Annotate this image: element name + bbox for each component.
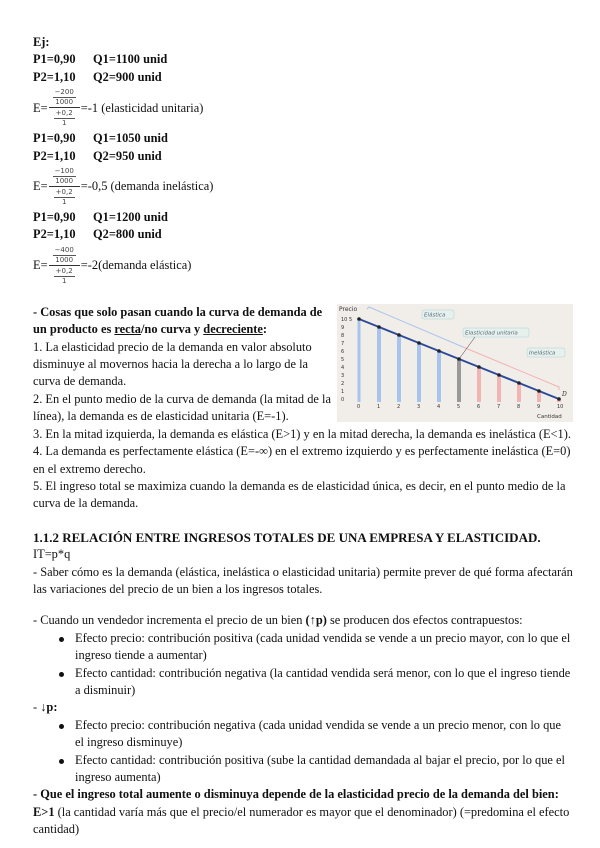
data-point <box>397 333 401 337</box>
numerator-bottom: 1000 <box>55 255 74 264</box>
section-heading: 1.1.2 RELACIÓN ENTRE INGRESOS TOTALES DE UNA EMPRESA Y ELASTICIDAD. <box>33 529 541 545</box>
numerator-top: −100 <box>54 167 74 176</box>
elasticity-equation <box>33 165 573 209</box>
numerator-top: −400 <box>54 245 74 254</box>
p1: P1=0,90 <box>33 210 76 225</box>
list-item: Efecto cantidad: contribución negativa (la cantidad vendida será menor, con lo que el ingreso tiende a disminuir) <box>75 665 573 700</box>
p2: P2=1,10 <box>33 148 76 163</box>
price-decrease-list <box>33 717 573 787</box>
examples-block <box>33 34 573 288</box>
denominator-bottom: 1 <box>61 198 67 207</box>
list-item: Efecto precio: contribución positiva (cada unidad vendida se vende a un precio mayor, con lo que el ingreso tiende a aumentar) <box>75 630 573 665</box>
data-point <box>417 341 421 345</box>
data-point <box>477 365 481 369</box>
price-decrease-line: - ↓p: <box>33 700 58 715</box>
x-tick-label: 8 <box>517 403 521 410</box>
list-item: Efecto cantidad: contribución positiva (sube la cantidad demandada al bajar el precio, por lo que el ingreso aumenta) <box>75 752 573 787</box>
x-tick-label: 10 <box>557 403 564 410</box>
depends-statement: - Que el ingreso total aumente o disminuya depende de la elasticidad precio de la demanda del bien: <box>33 787 559 802</box>
price-increase-list <box>33 630 573 700</box>
point-4: 4. La demanda es perfectamente elástica (E=-∞) en el extremo izquierdo y es perfectamente inelástica (E=0) en el extremo derecho. <box>33 444 571 476</box>
x-tick-label: 5 <box>457 403 461 410</box>
e-label: E= <box>33 258 48 273</box>
y-tick-label: 5 <box>341 356 345 363</box>
q1: Q1=1050 unid <box>93 131 168 146</box>
x-tick-label: 7 <box>497 403 501 410</box>
data-point <box>557 397 561 401</box>
fraction <box>49 88 80 128</box>
bar-1 <box>377 327 381 402</box>
data-point <box>537 389 541 393</box>
q1: Q1=1100 unid <box>93 52 168 67</box>
y-tick-label: 3 <box>341 372 345 379</box>
denominator-top: +0,2 <box>55 266 73 275</box>
x-tick-label: 3 <box>417 403 421 410</box>
data-point <box>497 373 501 377</box>
elastic-case: E>1 (la cantidad varía más que el precio/el numerador es mayor que el denominador) (=predomina el efecto cantidad) <box>33 804 570 837</box>
intro-paragraph: - Saber cómo es la demanda (elástica, inelástica o elasticidad unitaria) permite prever de qué forma afectarán las variaciones del precio de un bien a los ingresos totales. <box>33 564 573 596</box>
example <box>33 130 573 209</box>
y-axis-label: Precio <box>339 305 358 313</box>
y-tick-label: 0 <box>341 396 345 403</box>
demand-elasticity-chart <box>337 304 573 422</box>
y-tick-label: 10 5 <box>341 316 353 323</box>
point-5: 5. El ingreso total se maximiza cuando la demanda es de elasticidad única, es decir, en el punto medio de la curva de la demanda. <box>33 478 566 511</box>
denominator-bottom: 1 <box>61 276 67 285</box>
x-tick-label: 2 <box>397 403 401 410</box>
y-tick-label: 1 <box>341 388 345 395</box>
bar-0 <box>358 319 361 402</box>
x-tick-label: 9 <box>537 403 541 410</box>
fraction <box>49 167 80 207</box>
e-label: E= <box>33 100 48 115</box>
q2: Q2=800 unid <box>93 227 162 242</box>
numerator-bottom: 1000 <box>55 98 74 107</box>
bar-8 <box>517 383 521 402</box>
p2: P2=1,10 <box>33 227 76 242</box>
unit-elastic-label: Elasticidad unitaria <box>465 330 518 337</box>
bar-6 <box>477 367 481 402</box>
p2: P2=1,10 <box>33 69 76 84</box>
p1: P1=0,90 <box>33 52 76 67</box>
elasticity-equation <box>33 244 573 288</box>
x-tick-label: 0 <box>357 403 361 410</box>
elasticity-result: =-1 (elasticidad unitaria) <box>80 100 204 115</box>
q1: Q1=1200 unid <box>93 210 168 225</box>
x-tick-label: 1 <box>377 403 381 410</box>
fraction <box>49 246 80 286</box>
denominator-bottom: 1 <box>61 119 67 128</box>
curve-label: D <box>562 390 567 398</box>
elasticity-result: =-0,5 (demanda inelástica) <box>80 179 214 194</box>
data-point <box>357 317 361 321</box>
y-tick-label: 2 <box>341 380 345 387</box>
formula: IT=p*q <box>33 547 71 562</box>
data-point <box>517 381 521 385</box>
e-label: E= <box>33 179 48 194</box>
elasticity-equation <box>33 86 573 130</box>
examples-title: Ej: <box>33 35 50 49</box>
numerator-top: −200 <box>54 88 74 97</box>
bar-3 <box>417 343 421 402</box>
price-increase-line: - Cuando un vendedor incrementa el precio de un bien (↑p) se producen dos efectos contrapuestos: <box>33 613 523 628</box>
straight-curve-section <box>33 304 573 513</box>
elasticity-result: =-2(demanda elástica) <box>80 258 192 273</box>
bar-5 <box>457 359 461 402</box>
bar-4 <box>437 351 441 402</box>
x-tick-label: 4 <box>437 403 441 410</box>
income-elasticity-section <box>33 529 573 839</box>
numerator-bottom: 1000 <box>55 177 74 186</box>
point-1: 1. La elasticidad precio de la demanda en valor absoluto disminuye al movernos hacia la derecha a lo largo de la curva de demanda. <box>33 339 312 389</box>
example <box>33 51 573 130</box>
elastic-label: Elástica <box>424 312 446 319</box>
list-item: Efecto precio: contribución negativa (cada unidad vendida se vende a un precio menor, con lo que el ingreso disminuye) <box>75 717 573 752</box>
denominator-top: +0,2 <box>55 188 73 197</box>
point-3: 3. En la mitad izquierda, la demanda es elástica (E>1) y en la mitad derecha, la demanda es inelástica (E<1). <box>33 426 571 441</box>
y-tick-label: 6 <box>341 348 345 355</box>
bar-2 <box>397 335 401 402</box>
point-2: 2. En el punto medio de la curva de demanda (la mitad de la línea), la demanda es de elasticidad unitaria (E=-1). <box>33 391 331 424</box>
x-tick-label: 6 <box>477 403 481 410</box>
section-heading: - Cosas que solo pasan cuando la curva de demanda de un producto es recta/no curva y decreciente: <box>33 304 323 337</box>
y-tick-label: 4 <box>341 364 345 371</box>
x-axis-label: Cantidad <box>537 413 562 420</box>
inelastic-label: Inelástica <box>529 350 556 357</box>
data-point <box>437 349 441 353</box>
y-tick-label: 8 <box>341 332 345 339</box>
data-point <box>377 325 381 329</box>
y-tick-label: 9 <box>341 324 345 331</box>
example <box>33 209 573 288</box>
q2: Q2=950 unid <box>93 148 162 163</box>
p1: P1=0,90 <box>33 131 76 146</box>
q2: Q2=900 unid <box>93 69 162 84</box>
bar-7 <box>497 375 501 402</box>
y-tick-label: 7 <box>341 340 345 347</box>
denominator-top: +0,2 <box>55 109 73 118</box>
